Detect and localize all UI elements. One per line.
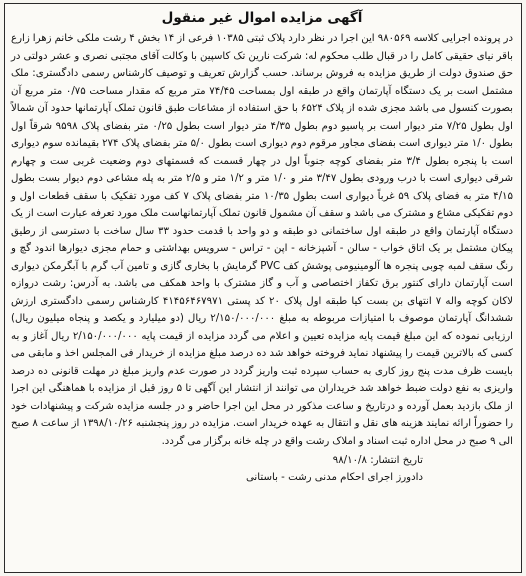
publish-date-line xyxy=(11,452,423,469)
notice-body: در پرونده اجرایی کلاسه ۹۸۰۵۶۹ این اجرا در نظر دارد پلاک ثبتی ۱۰۳۸۵ فرعی از ۱۴ بخش ۴ رشت ملکی خانم زهرا زارع باقر نیای حقیقی کامل را در قبال طلب محکوم له: شرکت نارین تک کاسپین با وکالت آقای مجتبی نصری و عشر دولتی در حق صندوق دولت از طریق مزایده به فروش برساند. حسب گزارش تعریف و توصیف کارشناس رسمی دادگستری: ملک مشتمل است بر یک دستگاه آپارتمان واقع در طبقه اول بمساحت ۷۴/۴۵ متر مربع که مقدار مساحت ۰/۷۵ متر مربع آن بصورت کنسول می باشد مجزی شده از پلاک ۶۵۲۴ با حق استفاده از مشاعات طبق قانون تملک آپارتمانها حدود آن شمالاً اول بطول ۷/۲۵ متر دیوار است بر پاسیو دوم بطول ۴/۳۵ متر دیوار است بطول ۰/۲۵ متر بفضای پلاک ۹۵۹۸ شرقاً اول بطول ۱/۰ متر دیواری است بفضای مجاور مرقوم دوم دیواری است بطول ۵/۰ متر بفضای پلاک ۲۷۴ بقیمانده سوم دیواری است با پنجره بطول ۳/۴ متر بفضای کوچه جنوباً اول در چهار قسمت که قسمتهای دوم وضعیت غربی ست و چهارم شرقی دیواری است با درب ورودی بطول ۳/۴۷ متر و ۱/۰ متر و ۱/۲ متر و ۲/۵ متر به پله مشاعی دوم دیوار بست بطول ۴/۱۵ متر به فضای پلاک ۵۹ غرباً دیواری است بطول ۱۰/۳۵ متر بفضای پلاک ۷ کف مورد تفکیک با سقف قطعات اول و دوم تفکیکی مشاع و مشترک می باشد و سقف آن مشمول قانون تملک آپارتمانهاست ملک مورد تعرفه عبارت است از یک دستگاه آپارتمان واقع در طبقه اول ساختمانی دو طبقه و دو واحد با قدمت حدود ۳۳ سال ساخت با دسترسی از رطیق پیکان مشتمل بر یک اتاق خواب - سالن - آشپزخانه - اپن - تراس - سرویس بهداشتی و حمام مجزی دیوارها اندود گچ و رنگ سقف لمبه چوبی پنجره ها آلومینیومی پوشش کف PVC گرمایش با بخاری گازی و تامین آب گرم با آبگرمکن دیواری است آپارتمان دارای کنتور برق تکفاز اختصاصی و آب و گاز مشترک با واحد همکف می باشد. به آدرس: رشت دروازه لاکان کوچه واله ۷ انتهای بن بست کیا طبقه اول پلاک ۲۰ کد پستی ۴۱۴۵۶۴۶۷۹۷۱ کارشناس رسمی دادگستری ارزش ششدانگ آپارتمان موصوف با امتیازات مربوطه به مبلغ ۲/۱۵۰/۰۰۰/۰۰۰ ریال (دو میلیارد و یکصد و پنجاه میلیون ریال) ارزیابی نموده که این مبلغ قیمت پایه مزایده تعیین و اعلام می گردد مزایده از قیمت پایه ۲/۱۵۰/۰۰۰/۰۰۰ ریال آغاز و به کسی که بالاترین قیمت را پیشنهاد نماید فروخته خواهد شد ده درصد مبلغ مزایده از خریدار فی المجلس اخذ و مابقی می بایست ظرف مدت پنج روز کاری به حساب سپرده ثبت واریز گردد در صورت عدم واریز مبلغ در مهلت قانونی ده درصد واریزی به نفع دولت ضبط خواهد شد خریداران می توانند از انتشار این آگهی تا ۵ روز قبل از مزایده با هماهنگی این اجرا از ملک بازدید بعمل آورده و درتاریخ و ساعت مذکور در محل این اجرا حاضر و در جلسه مزایده شرکت و پیشنهادات خود را حضوراً ارائه نمایند هزینه های نقل و انتقال به عهده خریدار است. مزایده در روز پنجشنبه ۱۳۹۸/۱۰/۲۶ از ساعت ۸ صبح الی ۹ صبح در محل اداره ثبت اسناد و املاک رشت واقع در چله خانه برگزار می گردد. xyxy=(11,33,514,447)
publish-date-label: تاریخ انتشار: xyxy=(370,455,423,466)
issuing-authority: دادورز اجرای احکام مدنی رشت - باستانی xyxy=(245,472,423,483)
notice-footer xyxy=(11,452,513,486)
publish-date-value: ۹۸/۱۰/۸ xyxy=(332,455,367,466)
notice-title: آگهی مزایده اموال غیر منقول xyxy=(161,10,363,26)
auction-notice xyxy=(4,3,522,573)
